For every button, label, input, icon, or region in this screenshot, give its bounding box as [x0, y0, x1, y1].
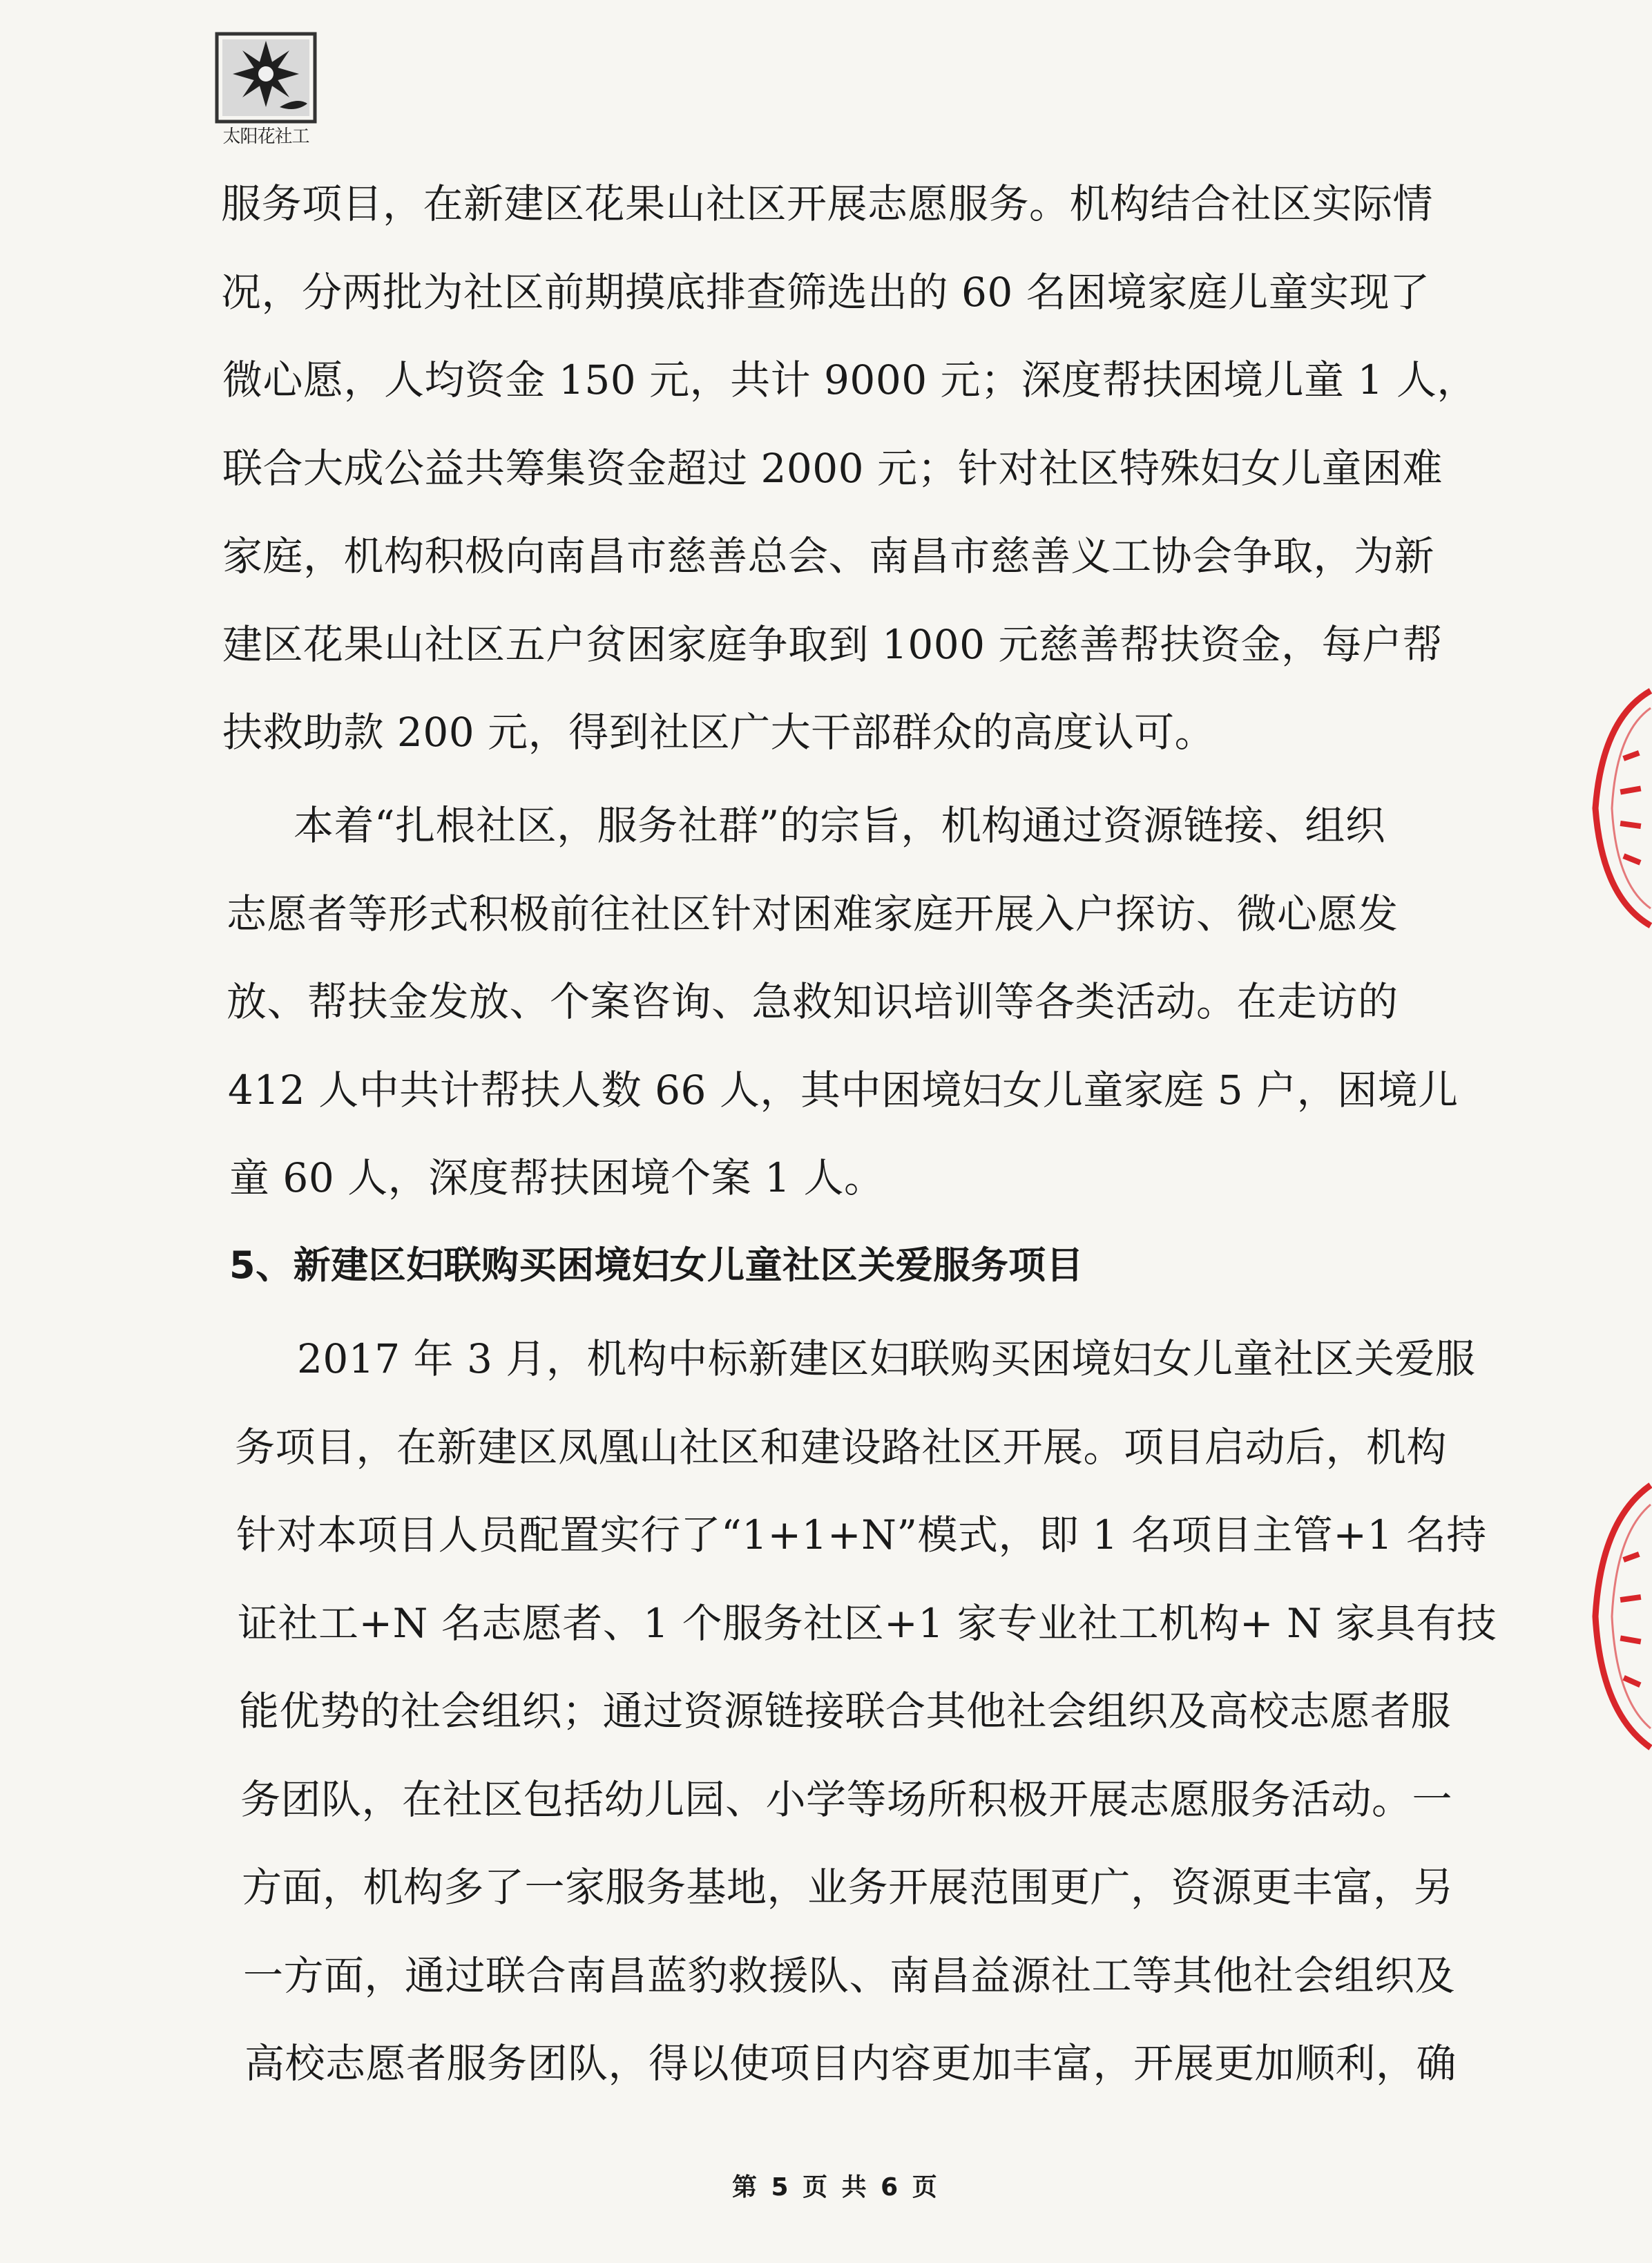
text-line: 童 60 人，深度帮扶困境个案 1 人。: [229, 1154, 885, 1201]
text-line: 能优势的社会组织；通过资源链接联合其他社会组织及高校志愿者服: [239, 1688, 1452, 1735]
organization-logo: [214, 31, 318, 149]
text-line: 家庭，机构积极向南昌市慈善总会、南昌市慈善义工协会争取，为新: [222, 533, 1435, 580]
text-line: 2017 年 3 月，机构中标新建区妇联购买困境妇女儿童社区关爱服: [297, 1335, 1476, 1382]
text-line: 本着“扎根社区，服务社群”的宗旨，机构通过资源链接、组织: [294, 802, 1386, 849]
text-line: 一方面，通过联合南昌蓝豹救援队、南昌益源社工等其他社会组织及: [243, 1952, 1456, 1999]
text-line: 联合大成公益共筹集资金超过 2000 元；针对社区特殊妇女儿童困难: [222, 445, 1443, 492]
text-line: 针对本项目人员配置实行了“1+1+N”模式，即 1 名项目主管+1 名持: [236, 1511, 1487, 1558]
page-footer: 第 5 页 共 6 页: [732, 2173, 940, 2202]
sunflower-logo-icon: [214, 31, 318, 124]
text-line: 扶救助款 200 元，得到社区广大干部群众的高度认可。: [222, 709, 1216, 756]
text-line: 务项目，在新建区凤凰山社区和建设路社区开展。项目启动后，机构: [235, 1424, 1448, 1471]
section-heading: 5、新建区妇联购买困境妇女儿童社区关爱服务项目: [229, 1243, 1084, 1287]
red-seal-stamp-icon: [1588, 677, 1652, 939]
text-line: 证社工+N 名志愿者、1 个服务社区+1 家专业社工机构+ N 家具有技: [238, 1600, 1497, 1647]
red-seal-stamp-icon: [1588, 1471, 1652, 1761]
text-line: 方面，机构多了一家服务基地，业务开展范围更广，资源更丰富，另: [242, 1864, 1454, 1911]
text-line: 况，分两批为社区前期摸底排查筛选出的 60 名困境家庭儿童实现了: [221, 269, 1430, 316]
logo-text: 太阳花社工: [222, 126, 309, 147]
text-line: 服务项目，在新建区花果山社区开展志愿服务。机构结合社区实际情: [221, 180, 1434, 227]
text-line: 建区花果山社区五户贫困家庭争取到 1000 元慈善帮扶资金，每户帮: [222, 621, 1443, 668]
text-line: 高校志愿者服务团队，得以使项目内容更加丰富，开展更加顺利，确: [244, 2040, 1457, 2087]
text-line: 微心愿，人均资金 150 元，共计 9000 元；深度帮扶困境儿童 1 人，: [222, 356, 1477, 403]
text-line: 412 人中共计帮扶人数 66 人，其中困境妇女儿童家庭 5 户，困境儿: [228, 1067, 1459, 1114]
text-line: 务团队，在社区包括幼儿园、小学等场所积极开展志愿服务活动。一: [240, 1776, 1453, 1823]
text-line: 志愿者等形式积极前往社区针对困难家庭开展入户探访、微心愿发: [227, 890, 1399, 937]
text-line: 放、帮扶金发放、个案咨询、急救知识培训等各类活动。在走访的: [227, 978, 1399, 1025]
